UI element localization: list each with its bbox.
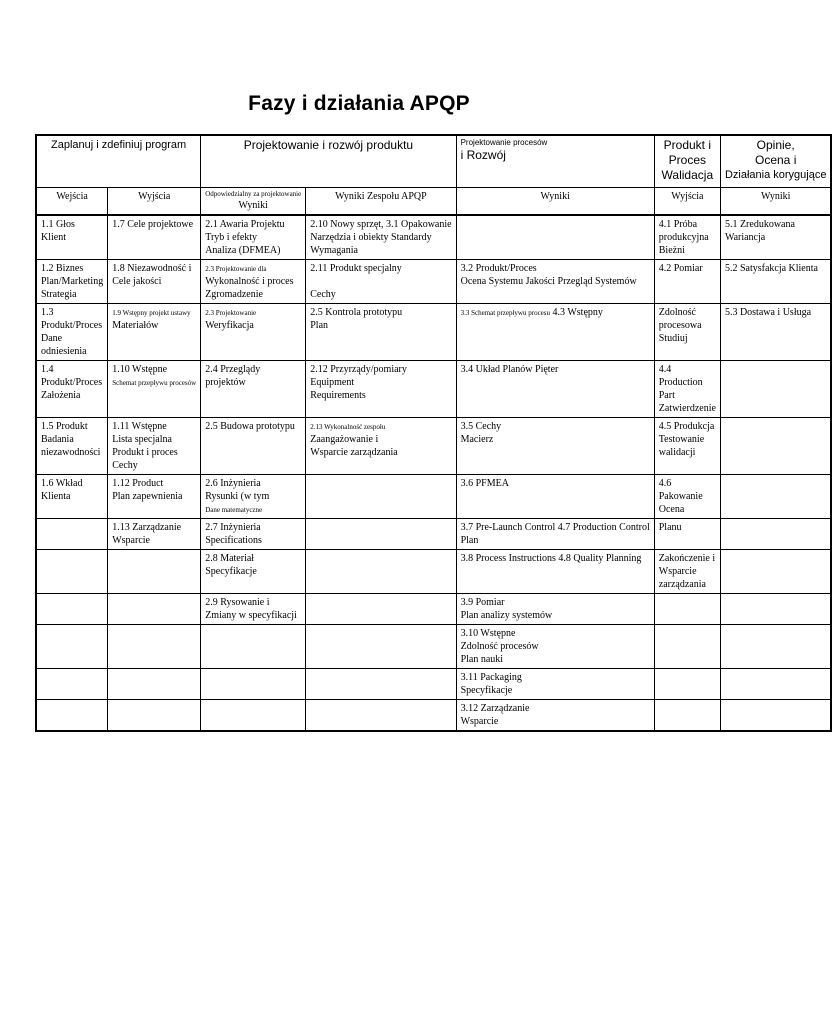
cell-text-line: 4.4 Production Part [658,364,703,401]
cell-text-line: 1.12 Product [112,478,164,489]
cell-text-line: Zdolność procesowa [658,307,702,331]
cell-text-line: Tryb i efekty [205,232,258,243]
cell-text-line: Zmiany w specyfikacji [205,610,297,621]
cell-text-line: Klient [41,232,66,243]
cell-text-line: 2.4 Przeglądy projektów [205,364,261,388]
cell-small-text: 1.9 Wstępny projekt ustawy [112,309,191,317]
table-row [36,625,831,669]
cell-text-line: 3.11 Packaging [460,672,522,683]
cell-text-line: Cechy [112,460,138,471]
cell-small-text: Schemat przepływu procesów [112,379,197,387]
table-cell [306,215,456,260]
cell-text-line: Wymagania [310,245,358,256]
cell-text-line: 1.2 Biznes [41,263,84,274]
table-cell [306,625,456,669]
table-row [36,215,831,260]
cell-text-line: Wsparcie [112,535,150,546]
table-cell [36,669,108,700]
table-cell [306,260,456,304]
cell-text-line: Specyfikacje [460,685,513,696]
subheader-p5-outputs: Wyniki [720,187,831,215]
table-cell [456,625,654,669]
table-cell [456,475,654,519]
table-cell [654,475,720,519]
phase-3-title-line1: Projektowanie procesów [460,138,548,147]
subheader-p4-outputs: Wyjścia [654,187,720,215]
cell-text-line: Equipment [310,377,355,388]
table-cell [201,594,306,625]
cell-text-line: Ocena [658,504,685,515]
cell-text-line: 5.3 Dostawa i Usługa [724,307,812,318]
table-cell [720,625,831,669]
table-cell [108,361,201,418]
table-cell [201,475,306,519]
cell-text-line: 4.5 Produkcja [658,421,715,432]
cell-text-line: 5.2 Satysfakcja Klienta [724,263,818,274]
phase-5-title-line1: Opinie, [756,138,795,152]
table-cell [201,304,306,361]
cell-small-text: 2.13 Wykonalność zespołu [310,423,386,431]
cell-text-line: Specifications [205,535,262,546]
cell-text-line: Wykonalność i proces [205,276,294,287]
cell-text-line: 1.1 Głos [41,219,75,230]
table-cell [720,215,831,260]
table-cell [456,418,654,475]
table-cell [654,669,720,700]
table-cell [654,260,720,304]
cell-text-line: Badania niezawodności [41,434,101,458]
cell-text-line: Wsparcie zarządzania [658,566,706,590]
table-cell [456,669,654,700]
cell-text-line: Plan zapewnienia [112,491,183,502]
cell-text: 4.3 Wstępny [550,307,603,318]
cell-text-line: Plan/Marketing [41,276,104,287]
cell-text-line: Bieżni [658,245,685,256]
table-cell [306,594,456,625]
table-cell [108,550,201,594]
cell-text-line: Zatwierdzenie [658,403,716,414]
cell-small-text: 2.3 Projektowanie dla [205,265,267,273]
cell-text-line: Macierz [460,434,494,445]
table-cell [720,700,831,732]
cell-small-text: 3.3 Schemat przepływu procesu [460,309,551,317]
phase-4-header [654,135,720,187]
cell-text-line: Materiałów [112,320,159,331]
table-cell [720,669,831,700]
table-cell [456,550,654,594]
phase-3-header [456,135,654,187]
table-cell [306,304,456,361]
cell-text-line: 2.8 Materiał [205,553,255,564]
table-cell [201,625,306,669]
table-cell [201,215,306,260]
subheader-design-outputs: Wyniki [238,199,268,211]
table-cell [720,594,831,625]
cell-text-line: 2.12 Przyrządy/pomiary [310,364,407,375]
table-cell [108,625,201,669]
table-cell [108,304,201,361]
cell-text-line: 1.10 Wstępne [112,364,168,375]
cell-text-line: Analiza (DFMEA) [205,245,281,256]
cell-text-line: Zakończenie i [658,553,716,564]
phase-3-title-line2: i Rozwój [460,148,506,162]
cell-text-line: 1.4 Produkt/Proces [41,364,103,388]
table-cell [201,361,306,418]
cell-small-text: 2.3 Projektowanie [205,309,257,317]
subheader-row [36,187,831,215]
table-cell [456,700,654,732]
table-cell [108,215,201,260]
cell-text-line: Planu [658,522,682,533]
table-row [36,475,831,519]
table-cell [36,361,108,418]
subheader-outputs: Wyjścia [108,187,201,215]
cell-text-line: 2.5 Budowa prototypu [205,421,295,432]
cell-text-line: 2.6 Inżynieria [205,478,261,489]
table-cell [108,475,201,519]
table-cell [201,669,306,700]
table-cell [654,361,720,418]
cell-text-line: 3.7 Pre-Launch Control 4.7 Production Control [460,522,650,533]
table-cell [306,519,456,550]
table-cell [654,550,720,594]
cell-text-line: 2.10 Nowy sprzęt, 3.1 Opakowanie [310,219,452,230]
table-row [36,260,831,304]
cell-text-line: 1.8 Niezawodność i [112,263,192,274]
subheader-team-outputs: Wyniki Zespołu APQP [306,187,456,215]
table-cell [654,594,720,625]
phase-4-title-line2: Proces [668,153,707,167]
table-cell [108,700,201,732]
table-cell [306,700,456,732]
cell-text-line: 3.2 Produkt/Proces [460,263,537,274]
table-cell [720,418,831,475]
cell-text-line: Cechy [310,289,336,300]
phase-5-title-line3: Działania korygujące [724,169,827,181]
cell-text-line: Strategia [41,289,77,300]
cell-text-line: Lista specjalna [112,434,172,445]
cell-text-line: 2.7 Inżynieria [205,522,261,533]
cell-small-text: Dane matematyczne [205,506,263,514]
table-cell [36,625,108,669]
table-row [36,519,831,550]
phase-5-title-line2: Ocena i [755,153,797,167]
cell-text-line: 2.9 Rysowanie i [205,597,270,608]
table-cell [36,260,108,304]
table-row [36,361,831,418]
table-cell [306,550,456,594]
cell-text-line: 3.10 Wstępne [460,628,516,639]
table-cell [36,418,108,475]
cell-text-line: 4.6 Pakowanie [658,478,703,502]
table-cell [108,669,201,700]
table-row [36,700,831,732]
cell-text-line: Zaangażowanie i [310,434,379,445]
cell-text-line: Cele jakości [112,276,162,287]
phase-4-title-line1: Produkt i [663,138,712,152]
table-cell [456,260,654,304]
table-cell [654,519,720,550]
table-row [36,669,831,700]
cell-text-line: Założenia [41,390,81,401]
phase-5-header [720,135,831,187]
table-cell [720,304,831,361]
table-cell [720,550,831,594]
cell-text-line: 5.1 Zredukowana Wariancja [724,219,795,243]
cell-text-line: Testowanie walidacji [658,434,705,458]
cell-text-line: 1.7 Cele projektowe [112,219,194,230]
table-cell [36,550,108,594]
table-cell [654,625,720,669]
page-title: Fazy i działania APQP [248,92,470,115]
cell-text-line: 3.8 Process Instructions 4.8 Quality Planning [460,553,642,564]
cell-text-line: 3.6 PFMEA [460,478,509,489]
cell-text-line: Narzędzia i obiekty Standardy [310,232,432,243]
cell-text-line: 1.13 Zarządzanie [112,522,182,533]
table-cell [108,594,201,625]
table-cell [456,361,654,418]
cell-text-line: 3.4 Układ Planów Pięter [460,364,559,375]
cell-text-line: Rysunki (w tym [205,491,270,502]
cell-text-line [310,275,451,288]
table-cell [108,418,201,475]
table-cell [201,550,306,594]
cell-text-line: Plan [460,535,479,546]
table-cell [306,669,456,700]
table-cell [456,594,654,625]
table-cell [456,519,654,550]
cell-text-line: 2.11 Produkt specjalny [310,263,402,274]
phase-2-title: Projektowanie i rozwój produktu [243,138,414,152]
subheader-inputs: Wejścia [36,187,108,215]
cell-text-line: 1.11 Wstępne [112,421,167,432]
phase-header-row [36,135,831,187]
table-cell [36,594,108,625]
cell-text-line: Plan nauki [460,654,504,665]
cell-text-line: Requirements [310,390,366,401]
table-cell [306,361,456,418]
table-row [36,594,831,625]
cell-text-line: Wsparcie [460,716,499,727]
cell-text-line: Plan [310,320,329,331]
table-cell [36,519,108,550]
cell-text-line: Produkt i proces [112,447,178,458]
phase-1-header [36,135,201,187]
table-row [36,304,831,361]
table-cell [36,215,108,260]
table-cell [201,519,306,550]
table-cell [108,260,201,304]
table-row [36,550,831,594]
table-cell [654,700,720,732]
apqp-phases-table [35,134,832,732]
table-cell [36,700,108,732]
table-cell [456,215,654,260]
table-cell [720,475,831,519]
cell-text-line: 3.5 Cechy [460,421,502,432]
cell-text-line: Weryfikacja [205,320,254,331]
cell-text-line: Zdolność procesów [460,641,539,652]
table-cell [720,361,831,418]
cell-text-line: Studiuj [658,333,688,344]
table-cell [201,700,306,732]
subheader-design [201,187,306,215]
table-cell [201,418,306,475]
table-body [36,215,831,731]
cell-text-line: Specyfikacje [205,566,257,577]
table-cell [654,304,720,361]
cell-text-line: 4.1 Próba produkcyjna [658,219,709,243]
phase-4-title-line3: Walidacja [661,168,714,182]
table-cell [36,304,108,361]
cell-text-line: 2.5 Kontrola prototypu [310,307,403,318]
table-cell [306,475,456,519]
cell-text-line: Ocena Systemu Jakości Przegląd Systemów [460,276,637,287]
table-cell [36,475,108,519]
table-cell [201,260,306,304]
cell-text-line: 1.3 Produkt/Proces [41,307,103,331]
cell-text-line: Dane odniesienia [41,333,87,357]
table-cell [456,304,654,361]
cell-text-line: 1.5 Produkt [41,421,88,432]
subheader-design-resp: Odpowiedzialny za projektowanie [205,189,302,198]
cell-text-line: Plan analizy systemów [460,610,553,621]
cell-text-line: 4.2 Pomiar [658,263,703,274]
cell-text-line: 3.12 Zarządzanie [460,703,530,714]
table-cell [720,260,831,304]
table-cell [720,519,831,550]
cell-text-line: 2.1 Awaria Projektu [205,219,285,230]
table-row [36,418,831,475]
table-cell [654,418,720,475]
subheader-p3-outputs: Wyniki [456,187,654,215]
table-cell [306,418,456,475]
phase-2-header [201,135,456,187]
table-cell [108,519,201,550]
phase-1-title: Zaplanuj i zdefiniuj program [51,139,187,151]
cell-text-line: Zgromadzenie [205,289,263,300]
cell-text-line: Wsparcie zarządzania [310,447,398,458]
table-cell [654,215,720,260]
cell-text-line: 3.9 Pomiar [460,597,505,608]
cell-text-line: 1.6 Wkład Klienta [41,478,83,502]
